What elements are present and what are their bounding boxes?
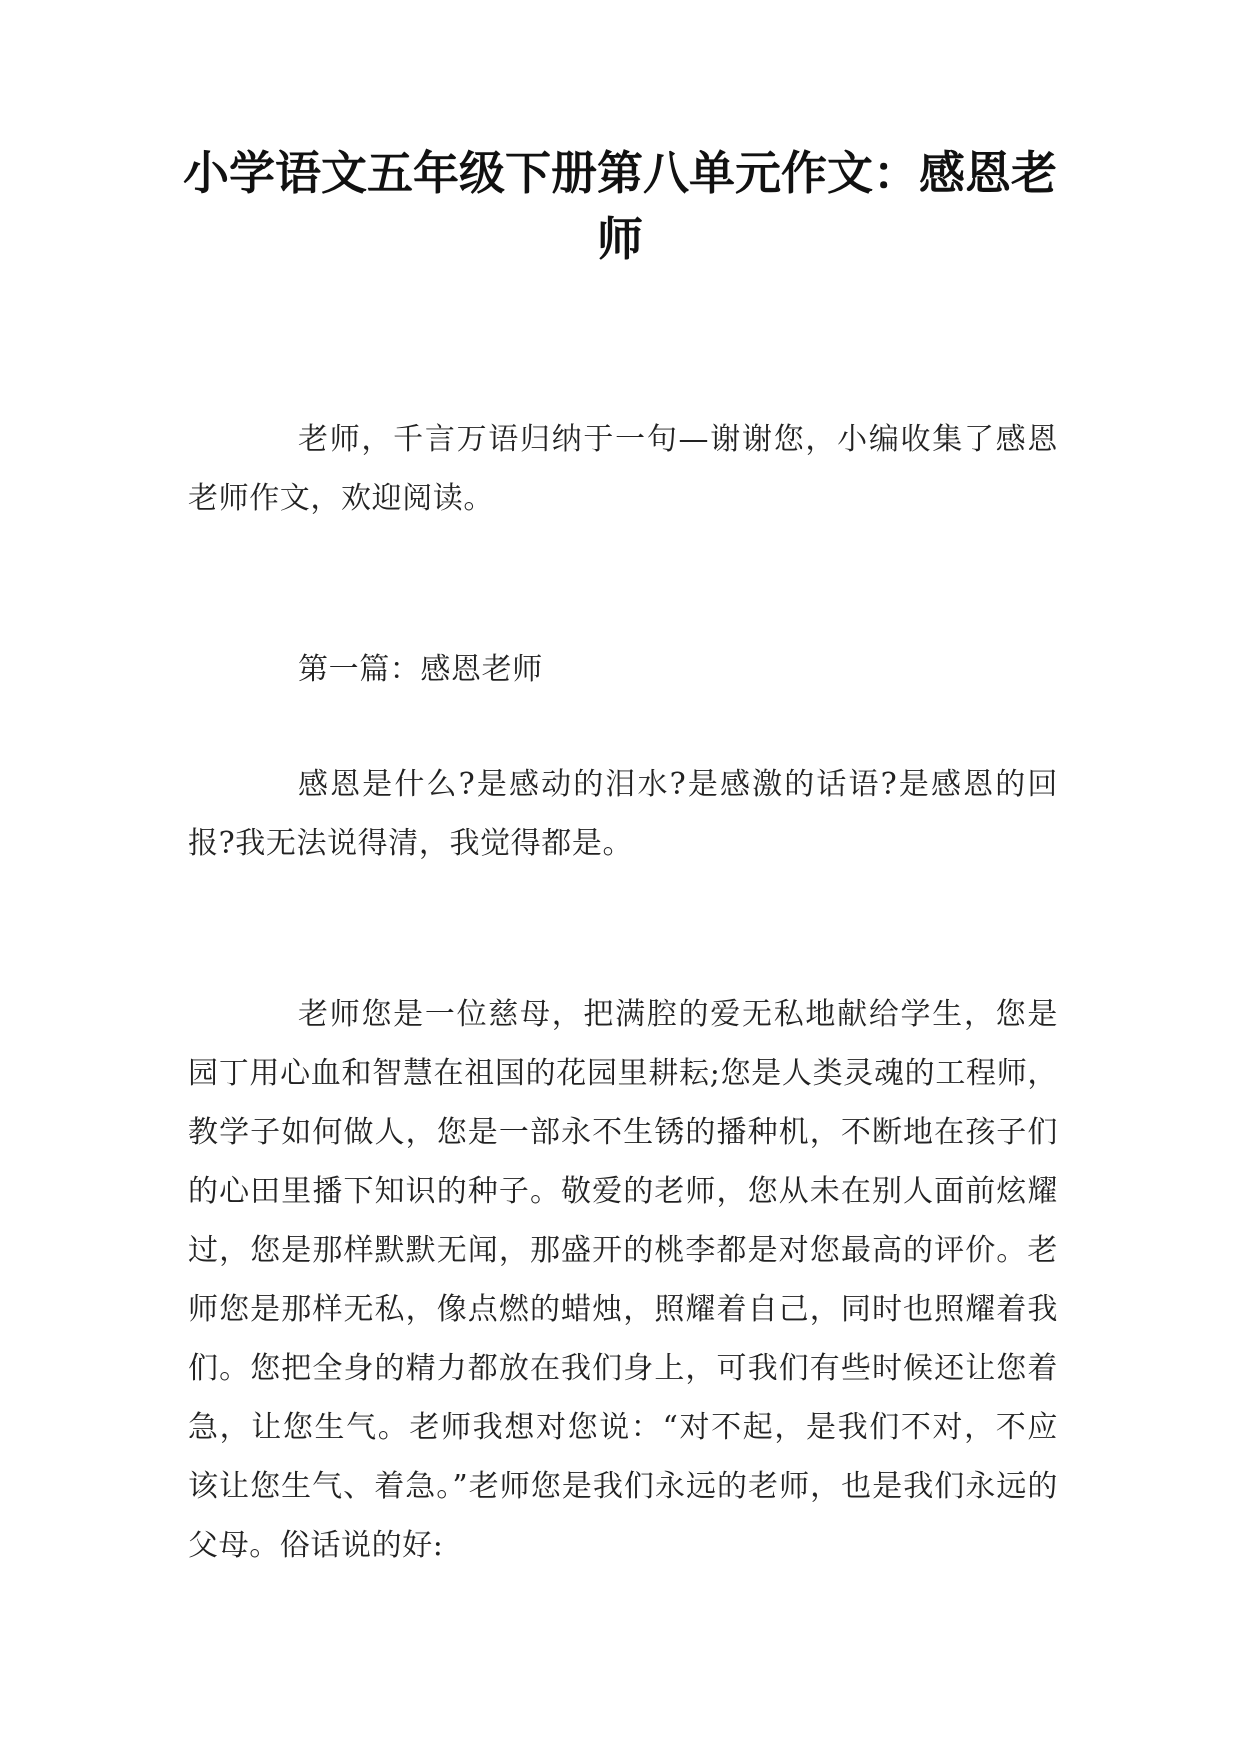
section-heading: 第一篇：感恩老师	[298, 652, 543, 687]
intro-paragraph: 老师，千言万语归纳于一句—谢谢您，小编收集了感恩老师作文，欢迎阅读。	[188, 422, 1058, 516]
body-paragraph: 老师您是一位慈母，把满腔的爱无私地献给学生，您是园丁用心血和智慧在祖国的花园里耕耘;您是人类灵魂的工程师，教学子如何做人，您是一部永不生锈的播种机，不断地在孩子们的心田里播下知识的种子。敬爱的老师，您从未在别人面前炫耀过，您是那样默默无闻，那盛开的桃李都是对您最高的评价。老师您是那样无私，像点燃的蜡烛，照耀着自己，同时也照耀着我们。您把全身的精力都放在我们身上，可我们有些时候还让您着急，让您生气。老师我想对您说：“对不起，是我们不对，不应该让您生气、着急。”老师您是我们永远的老师，也是我们永远的父母。俗话说的好:	[188, 997, 1058, 1563]
body-paragraph: 感恩是什么?是感动的泪水?是感激的话语?是感恩的回报?我无法说得清，我觉得都是。	[188, 767, 1058, 861]
page-title: 小学语文五年级下册第八单元作文：感恩老师	[183, 146, 1057, 266]
